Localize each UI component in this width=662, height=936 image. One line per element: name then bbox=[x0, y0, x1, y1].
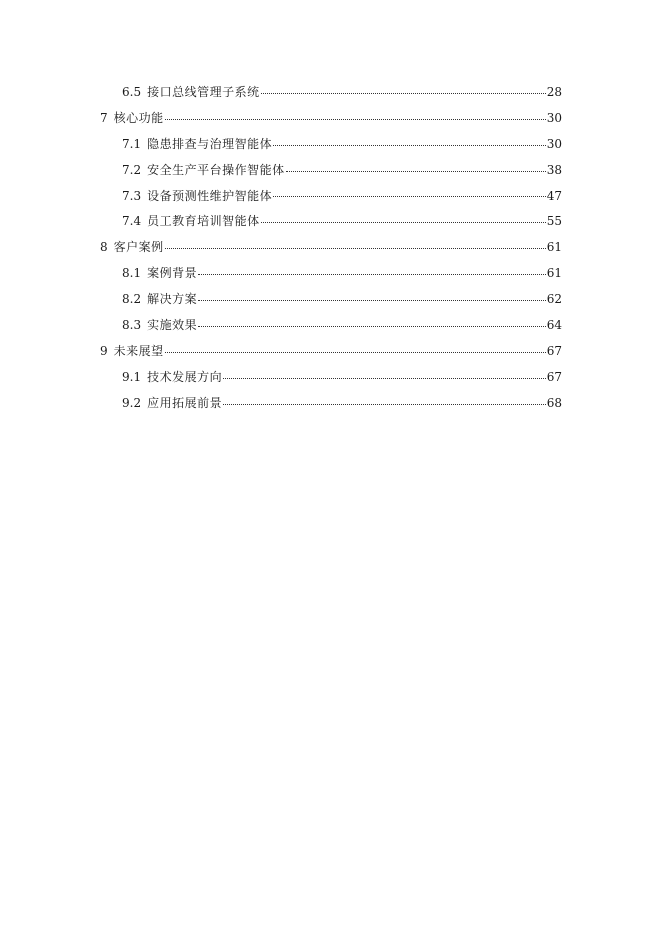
entry-number: 7.2 bbox=[122, 162, 142, 177]
entry-page-number: 38 bbox=[546, 162, 562, 177]
toc-entry-8-2[interactable] bbox=[100, 287, 562, 313]
toc-entry-9-1[interactable] bbox=[100, 365, 562, 391]
dot-leader bbox=[273, 144, 546, 146]
entry-title: 案例背景 bbox=[147, 266, 198, 281]
entry-page-number: 55 bbox=[546, 214, 562, 229]
toc-entry-6-5[interactable] bbox=[100, 80, 562, 106]
entry-number: 7.4 bbox=[122, 214, 142, 229]
dot-leader bbox=[261, 92, 546, 94]
dot-leader bbox=[223, 403, 546, 405]
entry-page-number: 47 bbox=[546, 188, 562, 203]
table-of-contents bbox=[100, 80, 562, 417]
entry-page-number: 61 bbox=[546, 240, 562, 255]
entry-title: 隐患排查与治理智能体 bbox=[147, 136, 273, 151]
entry-number: 7 bbox=[100, 110, 108, 125]
toc-entry-7-4[interactable] bbox=[100, 209, 562, 235]
entry-number: 9 bbox=[100, 343, 108, 358]
toc-entry-9-2[interactable] bbox=[100, 391, 562, 417]
toc-entry-7[interactable] bbox=[100, 106, 562, 132]
entry-number: 8 bbox=[100, 240, 108, 255]
entry-number: 7.3 bbox=[122, 188, 142, 203]
entry-page-number: 30 bbox=[546, 136, 562, 151]
dot-leader bbox=[165, 351, 546, 353]
toc-entry-7-3[interactable] bbox=[100, 184, 562, 210]
entry-page-number: 68 bbox=[546, 395, 562, 410]
toc-entry-7-1[interactable] bbox=[100, 132, 562, 158]
dot-leader bbox=[198, 273, 546, 275]
entry-page-number: 67 bbox=[546, 369, 562, 384]
toc-entry-8[interactable] bbox=[100, 235, 562, 261]
entry-number: 7.1 bbox=[122, 136, 142, 151]
entry-title: 核心功能 bbox=[113, 110, 164, 125]
entry-title: 技术发展方向 bbox=[147, 369, 223, 384]
dot-leader bbox=[223, 377, 546, 379]
dot-leader bbox=[273, 195, 546, 197]
entry-title: 设备预测性维护智能体 bbox=[147, 188, 273, 203]
entry-page-number: 62 bbox=[546, 292, 562, 307]
entry-title: 员工教育培训智能体 bbox=[147, 214, 260, 229]
entry-title: 未来展望 bbox=[113, 343, 164, 358]
entry-page-number: 30 bbox=[546, 110, 562, 125]
toc-entry-9[interactable] bbox=[100, 339, 562, 365]
entry-title: 客户案例 bbox=[113, 240, 164, 255]
entry-page-number: 64 bbox=[546, 318, 562, 333]
dot-leader bbox=[198, 325, 546, 327]
entry-title: 解决方案 bbox=[147, 292, 198, 307]
entry-number: 9.2 bbox=[122, 395, 142, 410]
entry-title: 安全生产平台操作智能体 bbox=[147, 162, 285, 177]
entry-number: 9.1 bbox=[122, 369, 142, 384]
entry-title: 应用拓展前景 bbox=[147, 395, 223, 410]
entry-title: 接口总线管理子系统 bbox=[147, 85, 260, 99]
entry-number: 8.2 bbox=[122, 292, 142, 307]
entry-number: 6.5 bbox=[122, 85, 142, 99]
dot-leader bbox=[165, 118, 546, 120]
entry-number: 8.1 bbox=[122, 266, 142, 281]
entry-page-number: 67 bbox=[546, 343, 562, 358]
dot-leader bbox=[198, 299, 546, 301]
toc-entry-8-3[interactable] bbox=[100, 313, 562, 339]
dot-leader bbox=[261, 221, 546, 223]
toc-entry-7-2[interactable] bbox=[100, 158, 562, 184]
entry-number: 8.3 bbox=[122, 318, 142, 333]
toc-entry-8-1[interactable] bbox=[100, 261, 562, 287]
entry-page-number: 61 bbox=[546, 266, 562, 281]
dot-leader bbox=[286, 170, 546, 172]
entry-title: 实施效果 bbox=[147, 318, 198, 333]
entry-page-number: 28 bbox=[546, 85, 562, 99]
dot-leader bbox=[165, 247, 546, 249]
